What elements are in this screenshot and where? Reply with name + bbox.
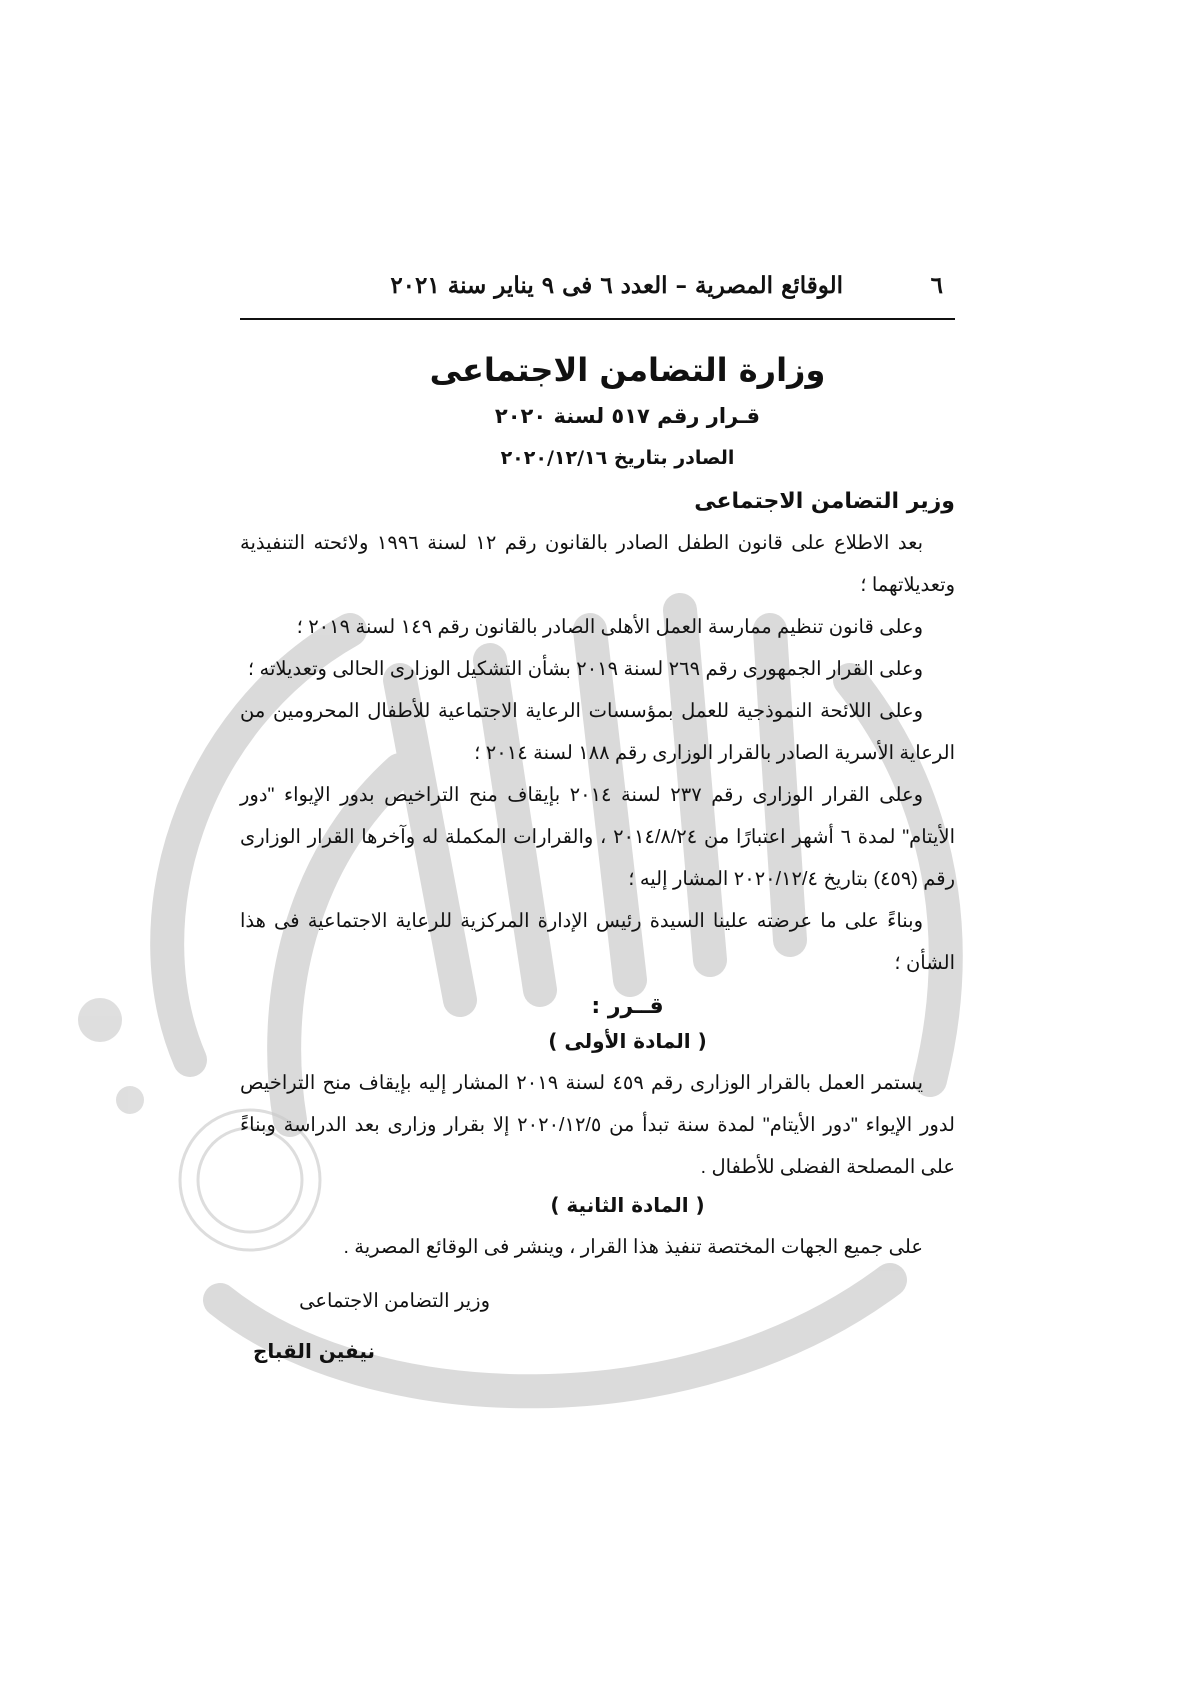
gazette-page [240, 272, 955, 1366]
minister-title: وزير التضامن الاجتماعى [694, 489, 955, 514]
running-header [240, 272, 955, 310]
article-2-text: على جميع الجهات المختصة تنفيذ هذا القرار ، وينشر فى الوقائع المصرية . [343, 1236, 923, 1258]
article-2 [240, 1226, 955, 1268]
signature-title: وزير التضامن الاجتماعى [299, 1290, 490, 1312]
issue-date: الصادر بتاريخ ٢٠٢٠/١٢/١٦ [500, 447, 735, 469]
article-1-text: يستمر العمل بالقرار الوزارى رقم ٤٥٩ لسنة ٢٠١٩ المشار إليه بإيقاف منح التراخيص لدور الإيواء "دور الأيتام" لمدة سنة تبدأ من ٢٠٢٠/١٢/٥ إلا بقرار وزارى بعد الدراسة وبناءً على المصلحة الفضلى للأطفال . [240, 1072, 955, 1178]
preamble-paragraph: وعلى القرار الوزارى رقم ٢٣٧ لسنة ٢٠١٤ بإيقاف منح التراخيص بدور الإيواء "دور الأيتام" لمدة ٦ أشهر اعتبارًا من ٢٠١٤/٨/٢٤ ، والقرارات المكملة له وآخرها القرار الوزارى رقم (٤٥٩) بتاريخ ٢٠٢٠/١٢/٤ المشار إليه ؛ [240, 784, 955, 890]
preamble-paragraph: وعلى قانون تنظيم ممارسة العمل الأهلى الصادر بالقانون رقم ١٤٩ لسنة ٢٠١٩ ؛ [296, 616, 923, 638]
decided-heading: قــرر : [591, 994, 664, 1019]
signature-name: نيفين القباج [252, 1339, 375, 1363]
preamble-paragraph: وعلى القرار الجمهورى رقم ٢٦٩ لسنة ٢٠١٩ بشأن التشكيل الوزارى الحالى وتعديلاته ؛ [247, 658, 923, 680]
preamble-paragraph: وبناءً على ما عرضته علينا السيدة رئيس الإدارة المركزية للرعاية الاجتماعية فى هذا الشأن ؛ [240, 910, 955, 974]
ministry-title: وزارة التضامن الاجتماعى [429, 351, 826, 389]
decree-number: قـرار رقم ٥١٧ لسنة ٢٠٢٠ [494, 404, 761, 428]
article-2-heading: ( المادة الثانية ) [550, 1193, 705, 1217]
article-1-heading: ( المادة الأولى ) [548, 1029, 707, 1053]
header-rule [240, 318, 955, 320]
preamble [240, 522, 955, 984]
article-1 [240, 1062, 955, 1188]
preamble-paragraph: بعد الاطلاع على قانون الطفل الصادر بالقانون رقم ١٢ لسنة ١٩٩٦ ولائحته التنفيذية وتعديلاتهما ؛ [240, 532, 955, 596]
page-number: ٦ [930, 272, 943, 299]
running-title: الوقائع المصرية – العدد ٦ فى ٩ يناير سنة ٢٠٢١ [390, 272, 843, 299]
preamble-paragraph: وعلى اللائحة النموذجية للعمل بمؤسسات الرعاية الاجتماعية للأطفال المحرومين من الرعاية الأسرية الصادر بالقرار الوزارى رقم ١٨٨ لسنة ٢٠١٤ ؛ [240, 700, 955, 764]
